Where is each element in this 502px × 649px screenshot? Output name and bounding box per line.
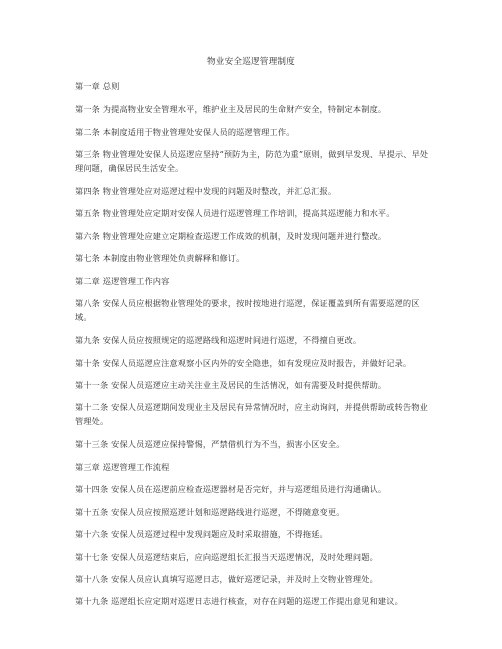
paragraph: 第三条 物业管理处安保人员巡逻应坚持“预防为主，防范为重”原则，做到早发现、早提示、早处理问题，确保居民生活安全。: [75, 149, 429, 173]
paragraph: 第四条 物业管理处应对巡逻过程中发现的问题及时整改，并汇总汇报。: [75, 186, 337, 196]
paragraph: 第七条 本制度由物业管理处负责解释和修订。: [75, 253, 245, 263]
paragraph: 第十七条 安保人员巡逻结束后，应向巡逻组长汇报当天巡逻情况，及时处理问题。: [75, 552, 378, 562]
paragraph: 第十八条 安保人员应认真填写巡逻日志，做好巡逻记录，并及时上交物业管理处。: [75, 574, 378, 584]
paragraph: 第八条 安保人员应根据物业管理处的要求，按时按地进行巡逻，保证覆盖到所有需要巡逻的区域。: [75, 298, 420, 322]
paragraph: 第十一条 安保人员巡逻应主动关注业主及居民的生活情况，如有需要及时提供帮助。: [75, 380, 387, 390]
paragraph: 第十四条 安保人员在巡逻前应检查巡逻器材是否完好，并与巡逻组员进行沟通确认。: [75, 484, 387, 494]
paragraph: 第五条 物业管理处应定期对安保人员进行巡逻管理工作培训，提高其巡逻能力和水平。: [75, 208, 395, 218]
document-title: 物业安全巡逻管理制度: [207, 57, 295, 67]
chapter-heading: 第二章 巡逻管理工作内容: [75, 276, 170, 286]
paragraph: 第二条 本制度适用于物业管理处安保人员的巡逻管理工作。: [75, 127, 295, 137]
paragraph: 第十五条 安保人员应按照巡逻计划和巡逻路线进行巡逻，不得随意变更。: [75, 507, 345, 517]
chapter-heading: 第三章 巡逻管理工作流程: [75, 462, 170, 472]
paragraph: 第十条 安保人员巡逻应注意观察小区内外的安全隐患，如有发现应及时报告，并做好记录。: [75, 358, 412, 368]
paragraph: 第十二条 安保人员巡逻期间发现业主及居民有异常情况时，应主动询问，并提供帮助或转告物业管理处。: [75, 402, 428, 426]
paragraph: 第十九条 巡逻组长应定期对巡逻日志进行核查，对存在问题的巡逻工作提出意见和建议。: [75, 596, 403, 606]
paragraph: 第六条 物业管理处应建立定期检查巡逻工作成效的机制，及时发现问题并进行整改。: [75, 231, 387, 241]
paragraph: 第十六条 安保人员巡逻过程中发现问题应及时采取措施，不得拖延。: [75, 529, 328, 539]
paragraph: 第十三条 安保人员巡逻应保持警惕，严禁借机行为不当，损害小区安全。: [75, 439, 345, 449]
paragraph: 第一条 为提高物业安全管理水平，维护业主及居民的生命财产安全，特制定本制度。: [75, 104, 387, 114]
chapter-heading: 第一章 总则: [75, 81, 120, 91]
paragraph: 第九条 安保人员应按照规定的巡逻路线和巡逻时间进行巡逻，不得擅自更改。: [75, 335, 362, 345]
